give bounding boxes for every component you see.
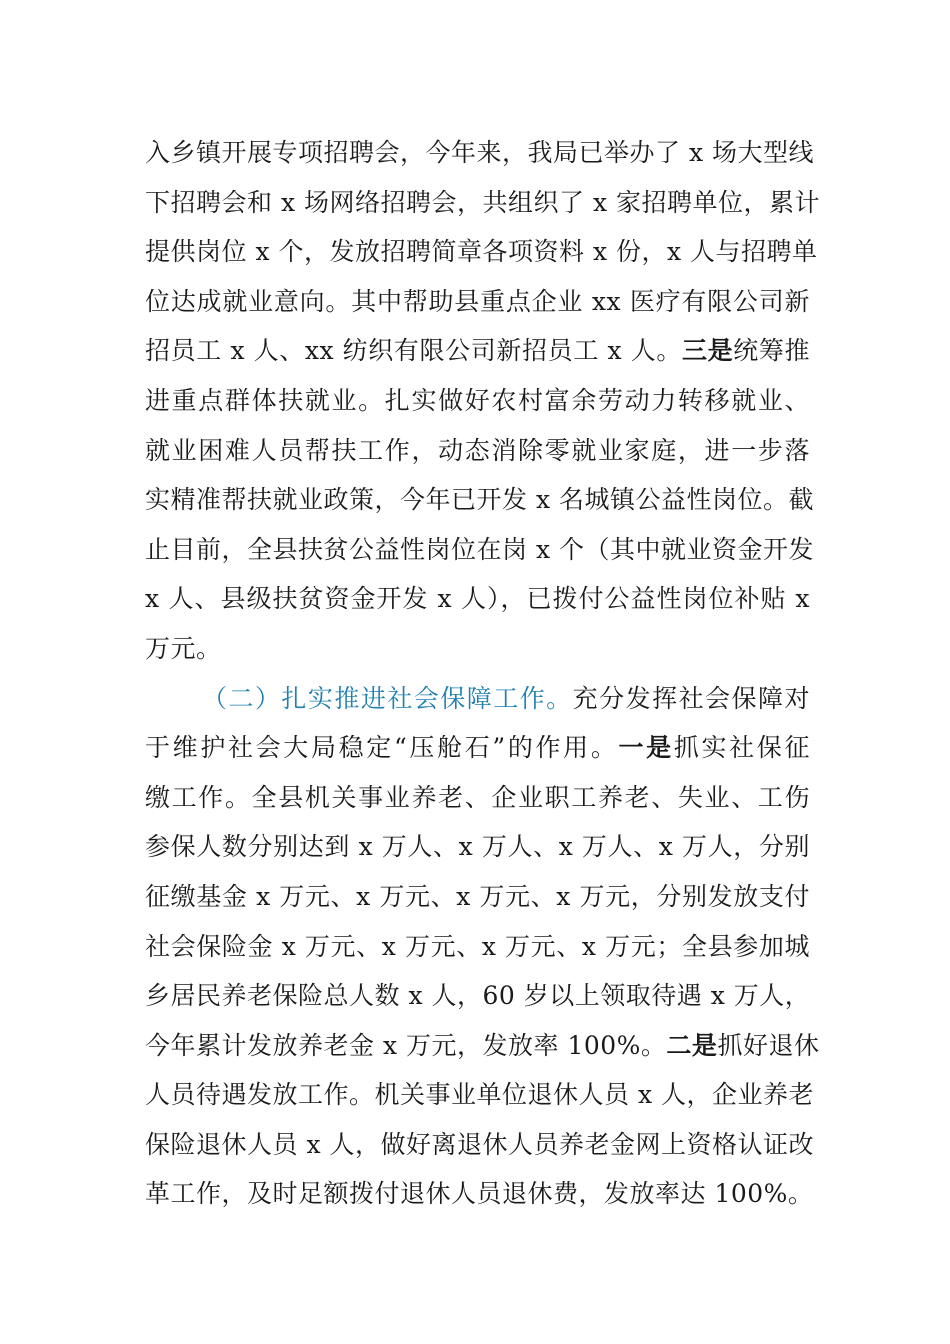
- text-line: 保险退休人员 x 人，做好离退休人员养老金网上资格认证改: [145, 1129, 814, 1159]
- bold-marker: 二是: [666, 1030, 718, 1060]
- text-segment: 于维护社会大局稳定“压舱石”的作用。: [145, 733, 619, 763]
- text-segment: 招员工 x 人、xx 纺织有限公司新招员工 x 人。: [145, 336, 682, 366]
- text-line: [145, 1021, 820, 1071]
- bold-marker: 三是: [681, 336, 734, 366]
- text-segment: 统筹推: [733, 336, 810, 366]
- text-line: 提供岗位 x 个，发放招聘简章各项资料 x 份，x 人与招聘单: [145, 237, 818, 267]
- text-line: 社会保险金 x 万元、x 万元、x 万元、x 万元；全县参加城: [145, 931, 810, 961]
- text-line: 缴工作。全县机关事业养老、企业职工养老、失业、工伤: [145, 782, 810, 812]
- text-line: 位达成就业意向。其中帮助县重点企业 xx 医疗有限公司新: [145, 286, 810, 316]
- text-line: 革工作，及时足额拨付退休人员退休费，发放率达 100%。: [145, 1179, 814, 1209]
- text-line: 人员待遇发放工作。机关事业单位退休人员 x 人，企业养老: [145, 1080, 814, 1110]
- text-line: [145, 674, 810, 724]
- text-line: 实精准帮扶就业政策，今年已开发 x 名城镇公益性岗位。截: [145, 485, 814, 515]
- text-line: 万元。: [145, 633, 222, 663]
- text-line: 止目前，全县扶贫公益性岗位在岗 x 个（其中就业资金开发: [145, 534, 814, 564]
- text-line: 乡居民养老保险总人数 x 人，60 岁以上领取待遇 x 万人，: [145, 981, 811, 1011]
- text-segment: 充分发挥社会保障对: [572, 683, 810, 713]
- text-line: 征缴基金 x 万元、x 万元、x 万元、x 万元，分别发放支付: [145, 881, 810, 911]
- text-segment: 抓好退休: [717, 1030, 820, 1060]
- document-body: [145, 128, 820, 1219]
- bold-marker: 一是: [618, 733, 674, 763]
- text-line: 参保人数分别达到 x 万人、x 万人、x 万人、x 万人，分别: [145, 832, 810, 862]
- text-line: 入乡镇开展专项招聘会，今年来，我局已举办了 x 场大型线: [145, 138, 814, 167]
- text-line: [145, 326, 810, 376]
- text-line: 就业困难人员帮扶工作，动态消除零就业家庭，进一步落: [145, 435, 810, 465]
- text-line: 进重点群体扶就业。扎实做好农村富余劳动力转移就业、: [145, 385, 810, 415]
- section-heading: （二）扎实推进社会保障工作。: [202, 683, 573, 713]
- text-segment: 抓实社保征: [673, 733, 810, 763]
- text-line: x 人、县级扶贫资金开发 x 人），已拨付公益性岗位补贴 x: [145, 584, 810, 614]
- text-line: [145, 723, 810, 773]
- text-segment: 今年累计发放养老金 x 万元，发放率 100%。: [145, 1030, 667, 1060]
- text-line: 下招聘会和 x 场网络招聘会，共组织了 x 家招聘单位，累计: [145, 187, 820, 217]
